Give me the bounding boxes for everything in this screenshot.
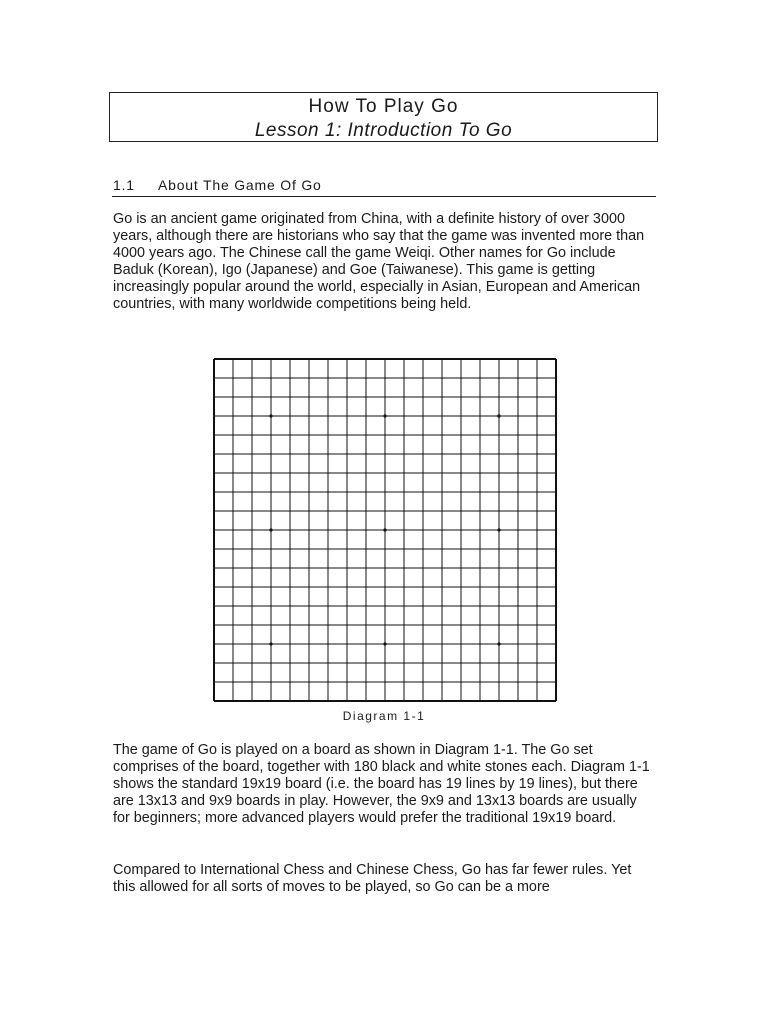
section-number: 1.1 bbox=[113, 177, 135, 193]
lesson-subtitle: Lesson 1: Introduction To Go bbox=[254, 120, 513, 141]
section-title: About The Game Of Go bbox=[158, 177, 322, 193]
star-point bbox=[497, 528, 500, 531]
title-box bbox=[109, 92, 658, 142]
go-board-diagram bbox=[213, 358, 557, 702]
board-paragraph: The game of Go is played on a board as shown in Diagram 1-1. The Go set comprises of the board, together with 180 black and white stones each. Diagram 1-1 shows the standard 19x19 board (i.e. the board has 19 lines by 19 lines), but there are 13x13 and 9x9 boards in play. However, the 9x9 and 13x13 boards are usually for beginners; more advanced players would prefer the traditional 19x19 board. bbox=[113, 742, 650, 826]
diagram-caption: Diagram 1-1 bbox=[342, 709, 426, 723]
star-point bbox=[269, 528, 272, 531]
star-point bbox=[383, 528, 386, 531]
star-point bbox=[497, 642, 500, 645]
star-point bbox=[269, 642, 272, 645]
section-heading bbox=[112, 177, 656, 197]
intro-paragraph: Go is an ancient game originated from China, with a definite history of over 3000 years, although there are historians who say that the game was invented more than 4000 years ago. The Chinese call the game Weiqi. Other names for Go include Baduk (Korean), Igo (Japanese) and Goe (Taiwanese). This game is getting increasingly popular around the world, especially in Asian, European and American countries, with many worldwide competitions being held. bbox=[113, 211, 645, 312]
star-point bbox=[383, 414, 386, 417]
star-point bbox=[383, 642, 386, 645]
page-title: How To Play Go bbox=[308, 96, 459, 117]
star-point bbox=[497, 414, 500, 417]
rules-paragraph: Compared to International Chess and Chinese Chess, Go has far fewer rules. Yet this allowed for all sorts of moves to be played, so Go can be a more bbox=[113, 862, 632, 895]
star-point bbox=[269, 414, 272, 417]
